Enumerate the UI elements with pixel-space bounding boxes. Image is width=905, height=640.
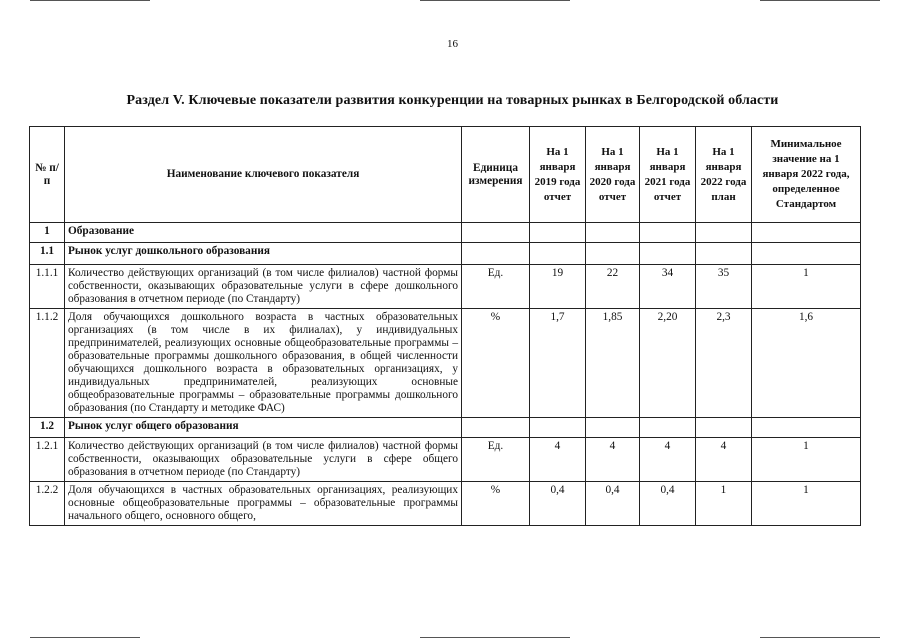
value-2022: 2,3: [696, 309, 752, 418]
subsection-row: [30, 243, 861, 265]
indicator-name: Количество действующих организаций (в том числе филиалов) частной формы собственности, оказывающих образовательные услуги в сфере общего образования в отчетном периоде (по Стандарту): [65, 438, 462, 482]
value-2021: 34: [640, 265, 696, 309]
bottom-edge-line: [420, 637, 570, 638]
value-2020: 0,4: [586, 482, 640, 526]
indicator-name: Доля обучающихся в частных образовательных организациях, реализующих основные общеобразовательные программы – образовательные программы начального общего, основного общего,: [65, 482, 462, 526]
value-2020: 1,85: [586, 309, 640, 418]
row-number: 1: [30, 223, 65, 243]
value-2022: 1: [696, 482, 752, 526]
top-edge-line: [30, 0, 150, 1]
unit-cell: Ед.: [462, 265, 530, 309]
value-2020: 22: [586, 265, 640, 309]
value-2022: 4: [696, 438, 752, 482]
subsection-title: Рынок услуг общего образования: [65, 418, 462, 438]
bottom-edge-line: [760, 637, 880, 638]
bottom-edge-line: [30, 637, 140, 638]
unit-cell: Ед.: [462, 438, 530, 482]
row-number: 1.1: [30, 243, 65, 265]
row-number: 1.2: [30, 418, 65, 438]
row-number: 1.2.1: [30, 438, 65, 482]
row-number: 1.1.1: [30, 265, 65, 309]
value-2021: 0,4: [640, 482, 696, 526]
header-2022: На 1 января 2022 года план: [696, 127, 752, 223]
subsection-row: [30, 418, 861, 438]
table-row: [30, 438, 861, 482]
unit-cell: %: [462, 309, 530, 418]
row-number: 1.2.2: [30, 482, 65, 526]
value-2021: 4: [640, 438, 696, 482]
row-number: 1.1.2: [30, 309, 65, 418]
indicator-name: Доля обучающихся дошкольного возраста в частных образовательных организациях (в том числе в их филиалах), у индивидуальных предпринимателей, реализующих основные общеобразовательные программы – образовательные программы дошкольного образования, в общей численности обучающихся дошкольного возраста в образовательных организациях, у индивидуальных предпринимателей, реализующих основные общеобразовательные программы – образовательные программы дошкольного образования (по Стандарту и методике ФАС): [65, 309, 462, 418]
value-2019: 1,7: [530, 309, 586, 418]
section-row: [30, 223, 861, 243]
value-2020: 4: [586, 438, 640, 482]
header-name: Наименование ключевого показателя: [65, 127, 462, 223]
top-edge-line: [420, 0, 570, 1]
value-2019: 4: [530, 438, 586, 482]
value-2019: 0,4: [530, 482, 586, 526]
page-title: Раздел V. Ключевые показатели развития конкуренции на товарных рынках в Белгородской области: [126, 93, 779, 108]
header-unit: Единица измерения: [462, 127, 530, 223]
header-num: № п/п: [30, 127, 65, 223]
min-value: 1,6: [752, 309, 861, 418]
header-min-value: Минимальное значение на 1 января 2022 года, определенное Стандартом: [752, 127, 861, 223]
header-2019: На 1 января 2019 года отчет: [530, 127, 586, 223]
indicator-name: Количество действующих организаций (в том числе филиалов) частной формы собственности, оказывающих образовательные услуги в сфере дошкольного образования в отчетном периоде (по Стандарту): [65, 265, 462, 309]
top-edge-line: [760, 0, 880, 1]
min-value: 1: [752, 265, 861, 309]
section-title: Образование: [65, 223, 462, 243]
subsection-title: Рынок услуг дошкольного образования: [65, 243, 462, 265]
table-row: [30, 482, 861, 526]
table-row: [30, 265, 861, 309]
kpi-table: [29, 126, 861, 526]
value-2022: 35: [696, 265, 752, 309]
header-2021: На 1 января 2021 года отчет: [640, 127, 696, 223]
table-row: [30, 309, 861, 418]
page-number: 16: [447, 38, 458, 50]
header-2020: На 1 января 2020 года отчет: [586, 127, 640, 223]
header-row: [30, 127, 861, 223]
value-2019: 19: [530, 265, 586, 309]
unit-cell: %: [462, 482, 530, 526]
min-value: 1: [752, 482, 861, 526]
value-2021: 2,20: [640, 309, 696, 418]
min-value: 1: [752, 438, 861, 482]
